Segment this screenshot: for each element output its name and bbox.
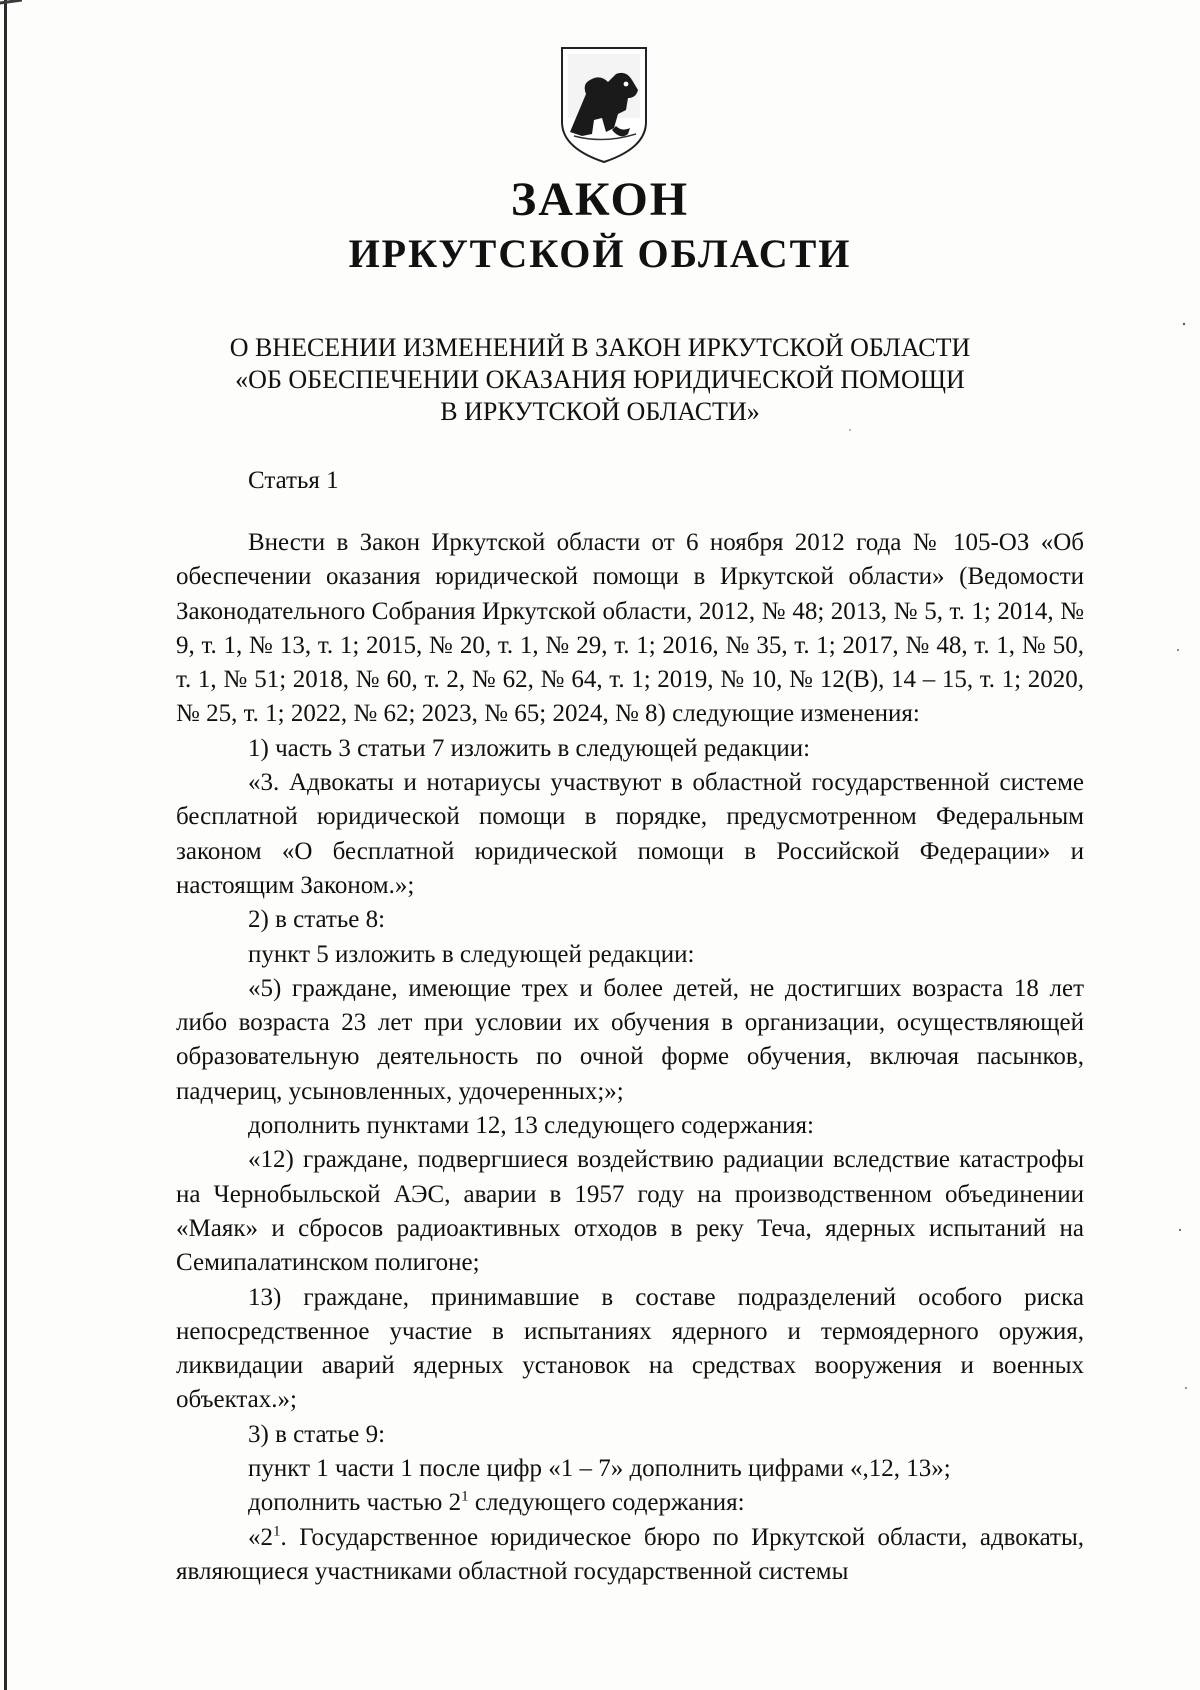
paragraph: пункт 1 части 1 после цифр «1 – 7» дополнить цифрами «,12, 13»; bbox=[248, 1455, 951, 1483]
paragraph: пункт 5 изложить в следующей редакции: bbox=[248, 940, 695, 968]
paragraph: «12) граждане, подвергшиеся воздействию радиации вследствие катастрофы на Чернобыльской АЭС, аварии в 1957 году на производственном объединении «Маяк» и сбросов радиоактивных отходов в реку Теча, ядерных испытаний на Семипалатинском полигоне; bbox=[176, 1146, 1084, 1277]
paragraph: «3. Адвокаты и нотариусы участвуют в областной государственной системе бесплатной юридической помощи в порядке, предусмотренном Федеральным законом «О бесплатной юридической помощи в Российской Федерации» и настоящим Законом.»; bbox=[176, 769, 1084, 899]
superscript: 1 bbox=[273, 1523, 281, 1540]
article-body bbox=[176, 526, 1084, 1589]
subtitle-line-3: В ИРКУТСКОЙ ОБЛАСТИ» bbox=[440, 397, 760, 426]
paragraph: 1) часть 3 статьи 7 изложить в следующей редакции: bbox=[248, 734, 811, 762]
paragraph: «5) граждане, имеющие трех и более детей, не достигших возраста 18 лет либо возраста 23 лет при условии их обучения в организации, осуществляющей образовательную деятельность по очной форме обучения, включая пасынков, падчериц, усыновленных, удочеренных;»; bbox=[176, 974, 1084, 1105]
paragraph: 13) граждане, принимавшие в составе подразделений особого риска непосредственное участие в испытаниях ядерного и термоядерного оружия, ликвидации аварий ядерных установок на средствах вооружения и военных объектах.»; bbox=[176, 1283, 1084, 1414]
paragraph-prefix: дополнить частью 2 bbox=[248, 1489, 462, 1517]
superscript: 1 bbox=[461, 1488, 469, 1505]
paragraph: дополнить пунктами 12, 13 следующего содержания: bbox=[248, 1112, 814, 1140]
irkutsk-coat-of-arms-icon bbox=[556, 44, 652, 166]
paragraph-suffix: . Государственное юридическое бюро по Иркутской области, адвокаты, являющиеся участниками областной государственной системы bbox=[176, 1523, 1084, 1585]
subtitle-line-2: «ОБ ОБЕСПЕЧЕНИИ ОКАЗАНИЯ ЮРИДИЧЕСКОЙ ПОМОЩИ bbox=[235, 365, 965, 394]
law-title: ЗАКОН bbox=[510, 173, 690, 226]
scan-corner bbox=[0, 0, 22, 15]
paragraph: Внести в Закон Иркутской области от 6 ноября 2012 года № 105-ОЗ «Об обеспечении оказания юридической помощи в Иркутской области» (Ведомости Законодательного Собрания Иркутской области, 2012, № 48; 2013, № 5, т. 1; 2014, № 9, т. 1, № 13, т. 1; 2015, № 20, т. 1, № 29, т. 1; 2016, № 35, т. 1; 2017, № 48, т. 1, № 50, т. 1, № 51; 2018, № 60, т. 2, № 62, № 64, т. 1; 2019, № 10, № 12(В), 14 – 15, т. 1; 2020, № 25, т. 1; 2022, № 62; 2023, № 65; 2024, № 8) следующие изменения: bbox=[176, 529, 1084, 728]
law-subtitle bbox=[0, 332, 1200, 428]
article-heading: Статья 1 bbox=[248, 467, 339, 494]
paragraph: 2) в статье 8: bbox=[248, 906, 386, 934]
paragraph-last bbox=[176, 1521, 1084, 1590]
paragraph: 3) в статье 9: bbox=[248, 1420, 386, 1448]
region-title: ИРКУТСКОЙ ОБЛАСТИ bbox=[348, 231, 852, 276]
paragraph-part-2-1 bbox=[176, 1486, 1084, 1520]
subtitle-line-1: О ВНЕСЕНИИ ИЗМЕНЕНИЙ В ЗАКОН ИРКУТСКОЙ ОБЛАСТИ bbox=[229, 333, 971, 362]
paragraph-suffix: следующего содержания: bbox=[468, 1489, 745, 1517]
paragraph-prefix: «2 bbox=[248, 1523, 273, 1551]
